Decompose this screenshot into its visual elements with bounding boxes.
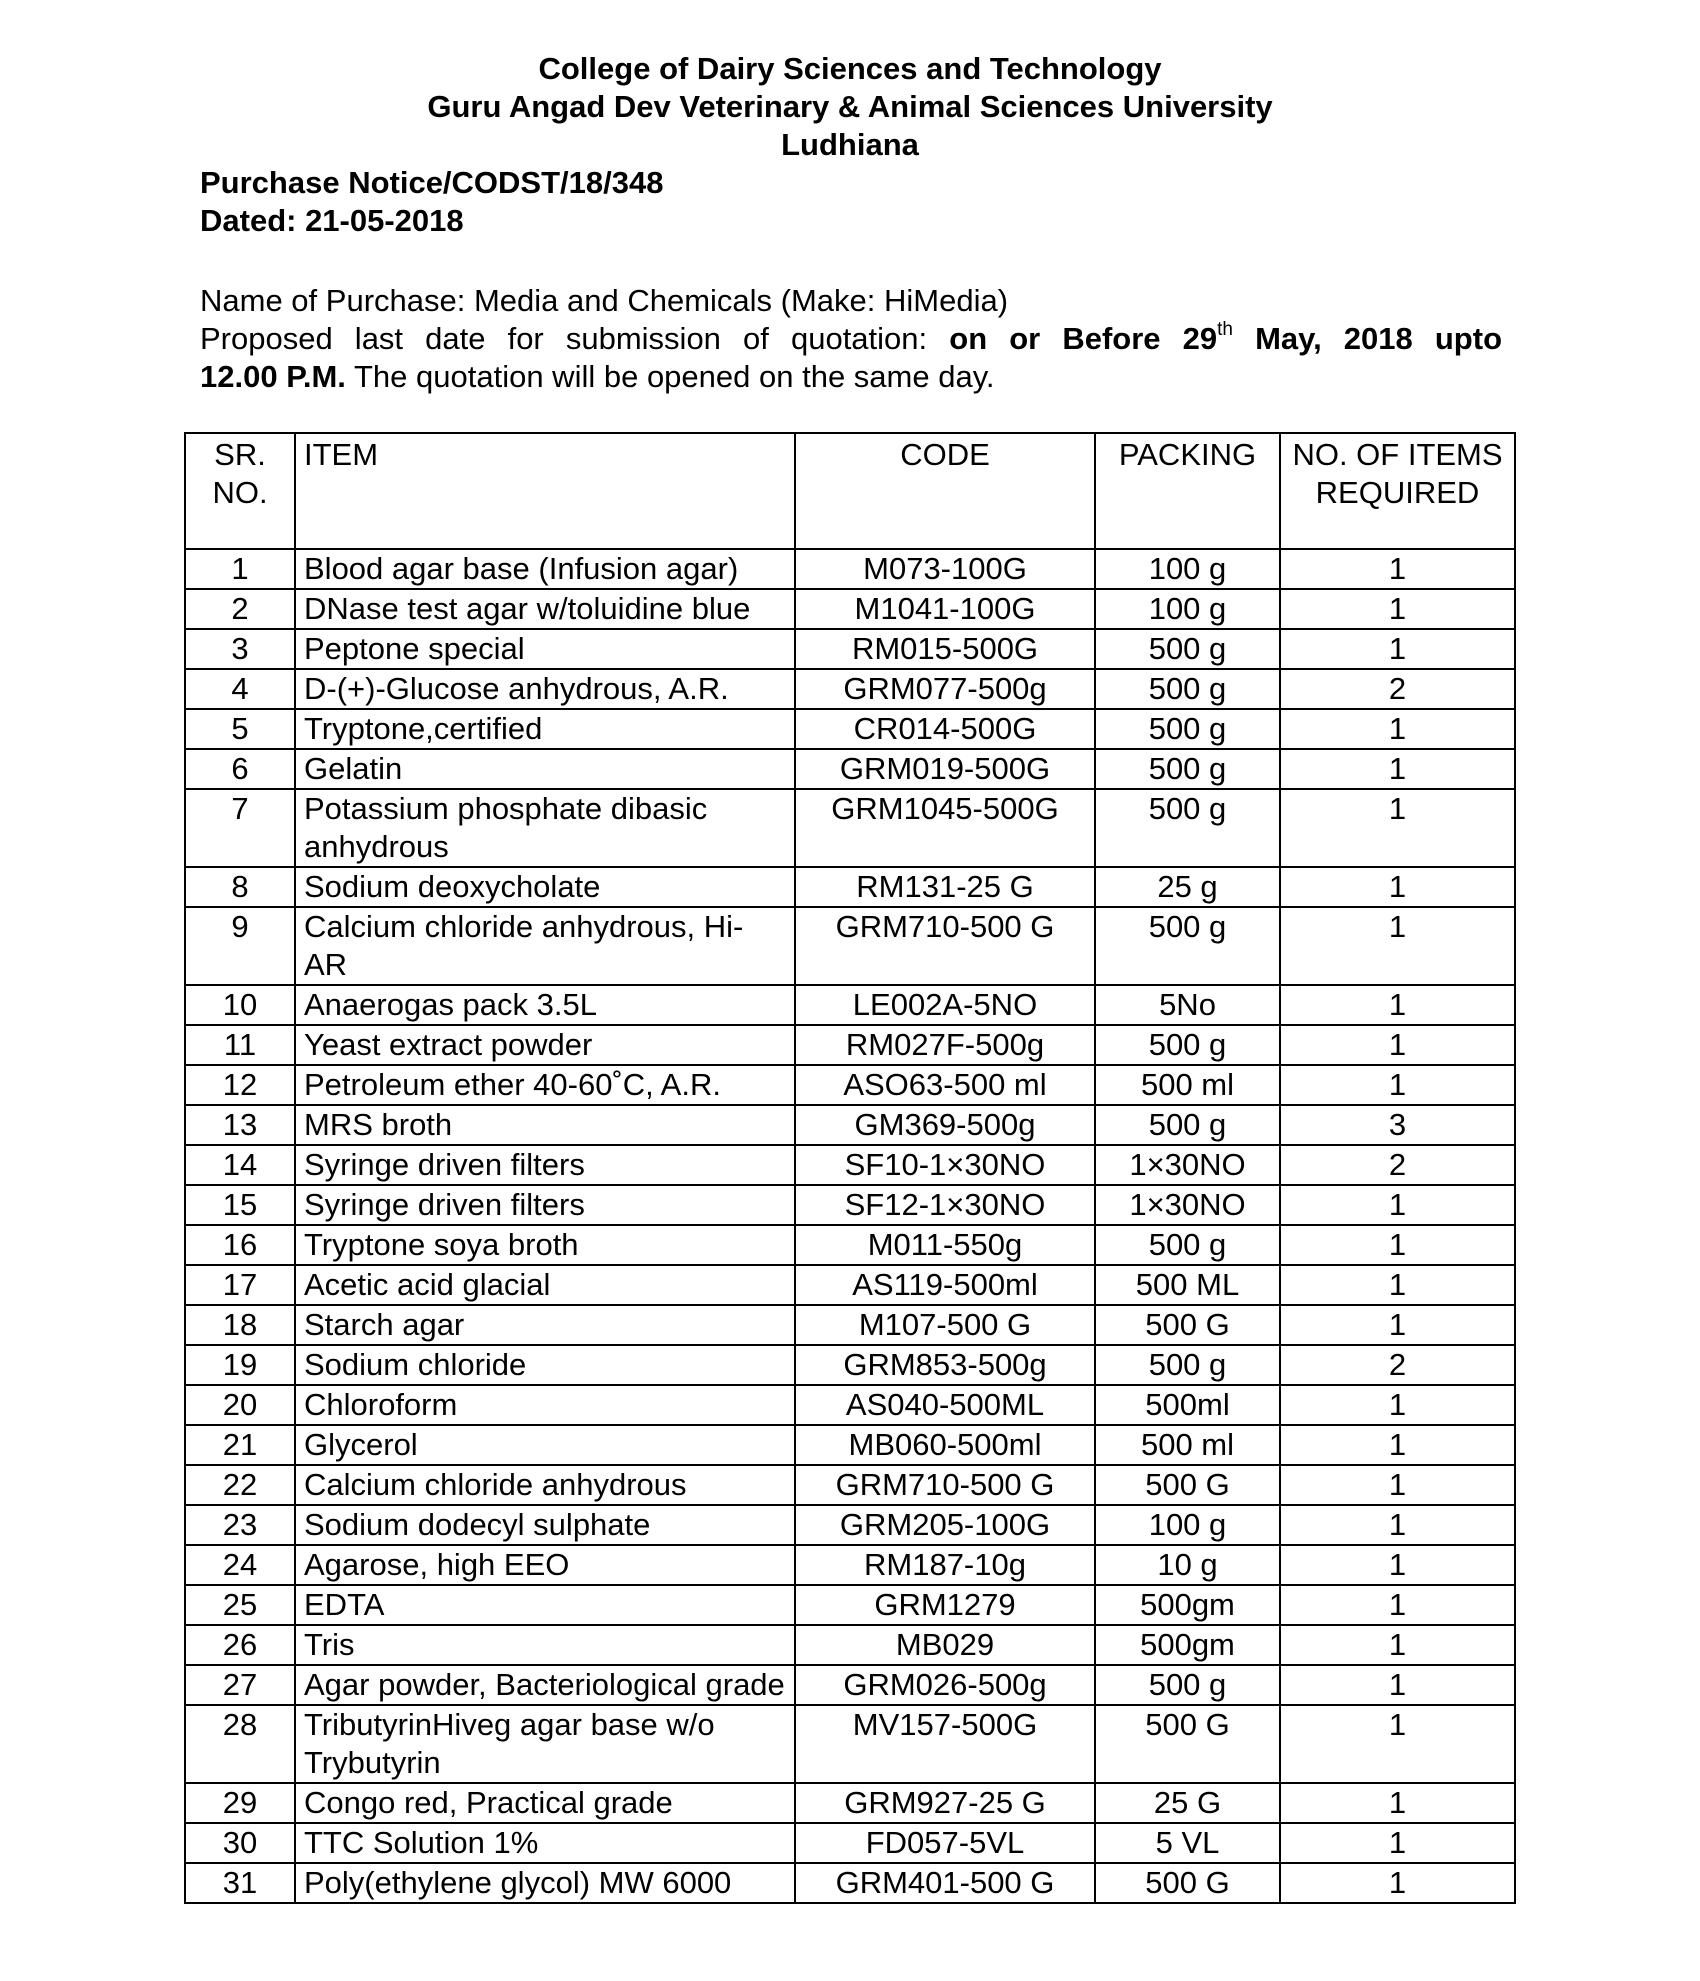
row-packing: 500 g — [1095, 1345, 1280, 1385]
header-items-required: NO. OF ITEMS REQUIRED — [1280, 433, 1515, 549]
row-code: GRM026-500g — [795, 1665, 1095, 1705]
proposed-date-sup: th — [1217, 318, 1233, 340]
table-row — [185, 749, 1515, 789]
items-table-body — [185, 549, 1515, 1903]
row-sr-no: 5 — [185, 709, 295, 749]
table-row — [185, 1823, 1515, 1863]
opening-note: The quotation will be opened on the same day. — [353, 359, 995, 394]
row-sr-no: 22 — [185, 1465, 295, 1505]
purchase-name: Name of Purchase: Media and Chemicals (Make: HiMedia) — [200, 283, 1009, 318]
row-quantity: 1 — [1280, 1783, 1515, 1823]
purchase-notice-number: Purchase Notice/CODST/18/348 — [200, 165, 664, 200]
row-quantity: 1 — [1280, 1705, 1515, 1783]
row-sr-no: 29 — [185, 1783, 295, 1823]
table-row — [185, 867, 1515, 907]
row-code: GRM710-500 G — [795, 907, 1095, 985]
row-packing: 500 ML — [1095, 1265, 1280, 1305]
row-sr-no: 3 — [185, 629, 295, 669]
header-packing: PACKING — [1095, 433, 1280, 549]
row-code: AS040-500ML — [795, 1385, 1095, 1425]
row-packing: 5No — [1095, 985, 1280, 1025]
row-packing: 10 g — [1095, 1545, 1280, 1585]
row-code: RM187-10g — [795, 1545, 1095, 1585]
row-packing: 500 g — [1095, 749, 1280, 789]
row-item-name: MRS broth — [295, 1105, 795, 1145]
row-quantity: 1 — [1280, 1823, 1515, 1863]
proposed-date-b: May, 2018 upto — [1255, 321, 1503, 356]
table-row — [185, 1585, 1515, 1625]
table-row — [185, 1065, 1515, 1105]
row-packing: 500 G — [1095, 1705, 1280, 1783]
row-sr-no: 4 — [185, 669, 295, 709]
row-packing: 500 g — [1095, 709, 1280, 749]
row-sr-no: 28 — [185, 1705, 295, 1783]
row-quantity: 1 — [1280, 1025, 1515, 1065]
table-row — [185, 1665, 1515, 1705]
row-sr-no: 7 — [185, 789, 295, 867]
table-row — [185, 1545, 1515, 1585]
row-packing: 500 g — [1095, 669, 1280, 709]
university-name: Guru Angad Dev Veterinary & Animal Sciences University — [427, 89, 1273, 124]
table-row — [185, 1265, 1515, 1305]
row-sr-no: 15 — [185, 1185, 295, 1225]
row-item-name: D-(+)-Glucose anhydrous, A.R. — [295, 669, 795, 709]
row-sr-no: 17 — [185, 1265, 295, 1305]
row-sr-no: 18 — [185, 1305, 295, 1345]
table-row — [185, 669, 1515, 709]
row-item-name: Acetic acid glacial — [295, 1265, 795, 1305]
row-packing: 25 g — [1095, 867, 1280, 907]
row-quantity: 3 — [1280, 1105, 1515, 1145]
table-row — [185, 1863, 1515, 1903]
row-item-name: Poly(ethylene glycol) MW 6000 — [295, 1863, 795, 1903]
row-code: GRM205-100G — [795, 1505, 1095, 1545]
header-code: CODE — [795, 433, 1095, 549]
row-code: LE002A-5NO — [795, 985, 1095, 1025]
table-row — [185, 709, 1515, 749]
row-sr-no: 25 — [185, 1585, 295, 1625]
row-packing: 500 ml — [1095, 1065, 1280, 1105]
row-packing: 500 g — [1095, 1225, 1280, 1265]
row-item-name: Agarose, high EEO — [295, 1545, 795, 1585]
row-sr-no: 24 — [185, 1545, 295, 1585]
row-code: GRM927-25 G — [795, 1783, 1095, 1823]
table-row — [185, 1425, 1515, 1465]
row-item-name: Sodium chloride — [295, 1345, 795, 1385]
row-sr-no: 20 — [185, 1385, 295, 1425]
submission-time: 12.00 P.M. — [200, 359, 346, 394]
row-code: GRM1279 — [795, 1585, 1095, 1625]
row-item-name: Potassium phosphate dibasic anhydrous — [295, 789, 795, 867]
row-sr-no: 23 — [185, 1505, 295, 1545]
row-sr-no: 27 — [185, 1665, 295, 1705]
row-quantity: 1 — [1280, 1065, 1515, 1105]
row-item-name: Calcium chloride anhydrous, Hi-AR — [295, 907, 795, 985]
row-quantity: 1 — [1280, 1665, 1515, 1705]
table-row — [185, 907, 1515, 985]
row-code: MB060-500ml — [795, 1425, 1095, 1465]
row-quantity: 2 — [1280, 1145, 1515, 1185]
row-code: MB029 — [795, 1625, 1095, 1665]
row-packing: 500 ml — [1095, 1425, 1280, 1465]
row-item-name: TTC Solution 1% — [295, 1823, 795, 1863]
table-row — [185, 1345, 1515, 1385]
row-packing: 100 g — [1095, 1505, 1280, 1545]
opening-time-line — [200, 358, 1502, 396]
row-code: GRM401-500 G — [795, 1863, 1095, 1903]
row-item-name: Peptone special — [295, 629, 795, 669]
row-quantity: 1 — [1280, 1863, 1515, 1903]
row-code: M107-500 G — [795, 1305, 1095, 1345]
table-row — [185, 1185, 1515, 1225]
table-row — [185, 1465, 1515, 1505]
row-quantity: 1 — [1280, 1425, 1515, 1465]
row-code: FD057-5VL — [795, 1823, 1095, 1863]
row-quantity: 1 — [1280, 749, 1515, 789]
table-row — [185, 1145, 1515, 1185]
row-sr-no: 14 — [185, 1145, 295, 1185]
row-packing: 500 g — [1095, 629, 1280, 669]
row-code: SF12-1×30NO — [795, 1185, 1095, 1225]
row-item-name: DNase test agar w/toluidine blue — [295, 589, 795, 629]
row-quantity: 1 — [1280, 1625, 1515, 1665]
proposed-date-line — [200, 320, 1502, 358]
row-sr-no: 11 — [185, 1025, 295, 1065]
row-code: GRM1045-500G — [795, 789, 1095, 867]
row-sr-no: 2 — [185, 589, 295, 629]
row-sr-no: 9 — [185, 907, 295, 985]
row-packing: 500 g — [1095, 907, 1280, 985]
row-packing: 500 g — [1095, 1025, 1280, 1065]
row-sr-no: 30 — [185, 1823, 295, 1863]
row-item-name: Agar powder, Bacteriological grade — [295, 1665, 795, 1705]
row-item-name: Chloroform — [295, 1385, 795, 1425]
row-item-name: Sodium dodecyl sulphate — [295, 1505, 795, 1545]
row-quantity: 1 — [1280, 1585, 1515, 1625]
row-packing: 1×30NO — [1095, 1145, 1280, 1185]
row-packing: 500 g — [1095, 1105, 1280, 1145]
table-row — [185, 985, 1515, 1025]
row-packing: 500 G — [1095, 1305, 1280, 1345]
row-item-name: Anaerogas pack 3.5L — [295, 985, 795, 1025]
row-code: GM369-500g — [795, 1105, 1095, 1145]
row-packing: 500 G — [1095, 1465, 1280, 1505]
row-item-name: Sodium deoxycholate — [295, 867, 795, 907]
row-quantity: 1 — [1280, 1265, 1515, 1305]
row-code: SF10-1×30NO — [795, 1145, 1095, 1185]
row-packing: 500 G — [1095, 1863, 1280, 1903]
row-packing: 500gm — [1095, 1625, 1280, 1665]
row-sr-no: 26 — [185, 1625, 295, 1665]
table-row — [185, 1105, 1515, 1145]
row-sr-no: 1 — [185, 549, 295, 589]
row-packing: 25 G — [1095, 1783, 1280, 1823]
table-row — [185, 589, 1515, 629]
row-item-name: Starch agar — [295, 1305, 795, 1345]
row-item-name: Congo red, Practical grade — [295, 1783, 795, 1823]
row-sr-no: 10 — [185, 985, 295, 1025]
row-sr-no: 19 — [185, 1345, 295, 1385]
row-code: MV157-500G — [795, 1705, 1095, 1783]
row-quantity: 1 — [1280, 1505, 1515, 1545]
row-code: ASO63-500 ml — [795, 1065, 1095, 1105]
college-name: College of Dairy Sciences and Technology — [538, 51, 1162, 86]
table-row — [185, 789, 1515, 867]
row-item-name: Tris — [295, 1625, 795, 1665]
row-item-name: Blood agar base (Infusion agar) — [295, 549, 795, 589]
table-row — [185, 1025, 1515, 1065]
row-quantity: 1 — [1280, 1465, 1515, 1505]
table-header-row — [185, 433, 1515, 549]
row-item-name: Calcium chloride anhydrous — [295, 1465, 795, 1505]
row-item-name: Tryptone,certified — [295, 709, 795, 749]
row-quantity: 1 — [1280, 1225, 1515, 1265]
row-code: CR014-500G — [795, 709, 1095, 749]
row-packing: 1×30NO — [1095, 1185, 1280, 1225]
row-item-name: Tryptone soya broth — [295, 1225, 795, 1265]
row-quantity: 1 — [1280, 589, 1515, 629]
row-code: GRM077-500g — [795, 669, 1095, 709]
row-item-name: Syringe driven filters — [295, 1185, 795, 1225]
row-code: GRM853-500g — [795, 1345, 1095, 1385]
table-row — [185, 1305, 1515, 1345]
row-item-name: Yeast extract powder — [295, 1025, 795, 1065]
row-quantity: 1 — [1280, 907, 1515, 985]
row-sr-no: 13 — [185, 1105, 295, 1145]
row-code: GRM019-500G — [795, 749, 1095, 789]
row-quantity: 1 — [1280, 1305, 1515, 1345]
table-row — [185, 1783, 1515, 1823]
row-packing: 500 g — [1095, 1665, 1280, 1705]
row-sr-no: 31 — [185, 1863, 295, 1903]
city-name: Ludhiana — [781, 127, 919, 162]
table-row — [185, 1705, 1515, 1783]
items-table — [184, 432, 1516, 1904]
row-item-name: Petroleum ether 40-60˚C, A.R. — [295, 1065, 795, 1105]
row-sr-no: 6 — [185, 749, 295, 789]
header-sr-no: SR. NO. — [185, 433, 295, 549]
row-quantity: 2 — [1280, 1345, 1515, 1385]
row-quantity: 1 — [1280, 1545, 1515, 1585]
row-packing: 100 g — [1095, 549, 1280, 589]
table-row — [185, 1385, 1515, 1425]
row-item-name: Gelatin — [295, 749, 795, 789]
row-code: AS119-500ml — [795, 1265, 1095, 1305]
notice-date: Dated: 21-05-2018 — [200, 203, 464, 238]
row-code: M011-550g — [795, 1225, 1095, 1265]
row-item-name: EDTA — [295, 1585, 795, 1625]
row-sr-no: 8 — [185, 867, 295, 907]
table-row — [185, 549, 1515, 589]
row-quantity: 1 — [1280, 709, 1515, 749]
row-quantity: 2 — [1280, 669, 1515, 709]
row-code: M073-100G — [795, 549, 1095, 589]
row-code: GRM710-500 G — [795, 1465, 1095, 1505]
row-packing: 5 VL — [1095, 1823, 1280, 1863]
proposed-prefix: Proposed last date for submission of quotation: — [200, 321, 928, 356]
row-sr-no: 12 — [185, 1065, 295, 1105]
row-quantity: 1 — [1280, 789, 1515, 867]
row-sr-no: 21 — [185, 1425, 295, 1465]
table-row — [185, 629, 1515, 669]
row-quantity: 1 — [1280, 1185, 1515, 1225]
row-code: RM131-25 G — [795, 867, 1095, 907]
row-quantity: 1 — [1280, 1385, 1515, 1425]
proposed-date-a: on or Before 29 — [949, 321, 1218, 356]
header-item: ITEM — [295, 433, 795, 549]
row-item-name: Syringe driven filters — [295, 1145, 795, 1185]
row-item-name: Glycerol — [295, 1425, 795, 1465]
table-row — [185, 1505, 1515, 1545]
table-row — [185, 1625, 1515, 1665]
row-quantity: 1 — [1280, 985, 1515, 1025]
row-code: RM027F-500g — [795, 1025, 1095, 1065]
table-row — [185, 1225, 1515, 1265]
row-packing: 500gm — [1095, 1585, 1280, 1625]
row-item-name: TributyrinHiveg agar base w/o Trybutyrin — [295, 1705, 795, 1783]
row-code: M1041-100G — [795, 589, 1095, 629]
row-quantity: 1 — [1280, 549, 1515, 589]
row-packing: 100 g — [1095, 589, 1280, 629]
row-quantity: 1 — [1280, 629, 1515, 669]
row-packing: 500ml — [1095, 1385, 1280, 1425]
row-packing: 500 g — [1095, 789, 1280, 867]
row-sr-no: 16 — [185, 1225, 295, 1265]
row-quantity: 1 — [1280, 867, 1515, 907]
row-code: RM015-500G — [795, 629, 1095, 669]
